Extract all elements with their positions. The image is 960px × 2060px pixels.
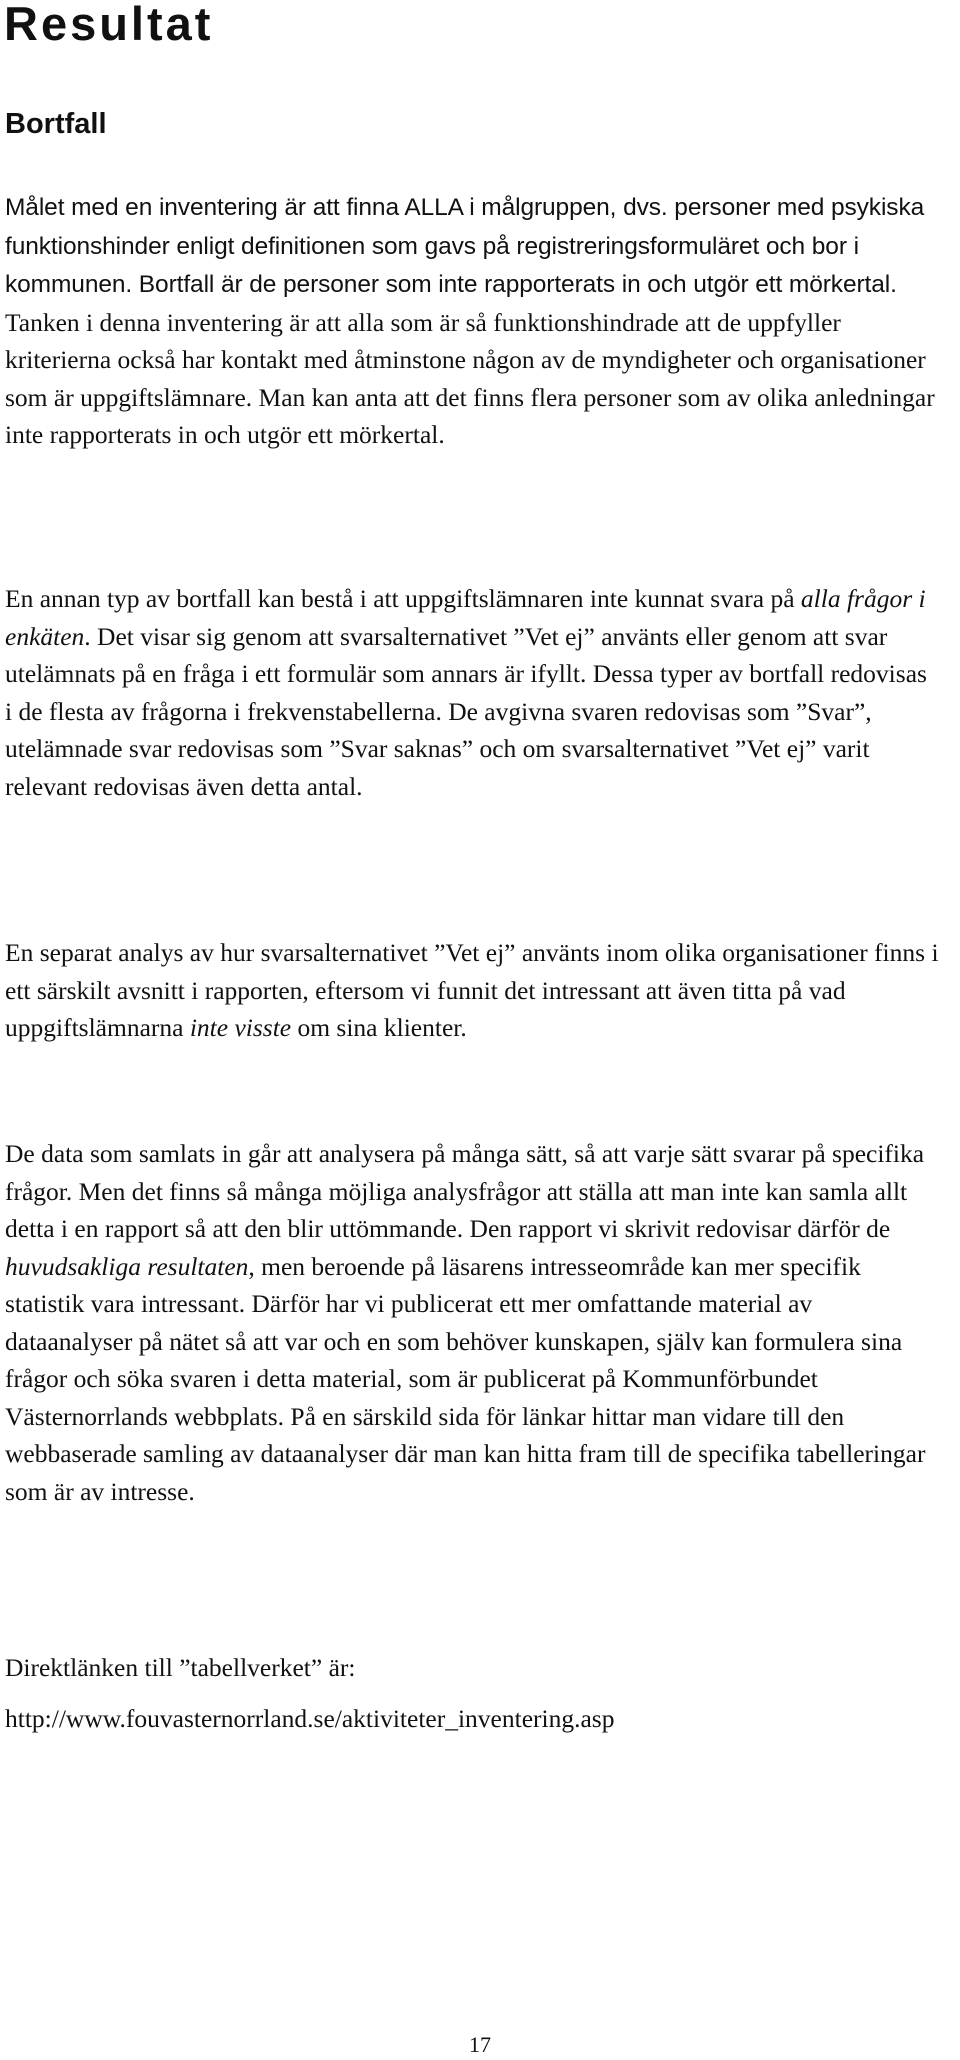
paragraph-4-part-b: , men beroende på läsarens intresseområde kan mer specifik statistik vara intressant. Därför har vi publicerat ett mer omfattande material av dataanalyser på nätet så att var och en som behöver kunskapen, själv kan formulera sina frågor och söka svaren i detta material, som är publicerat på Kommunförbundet Västernorrlands webbplats. På en särskild sida för länkar hittar man vidare till den webbaserade samling av dataanalyser där man kan hitta fram till de specifika tabelleringar som är av intresse. [5, 1251, 926, 1506]
paragraph-direct-link-intro: Direktlänken till ”tabellverket” är: [5, 1653, 356, 1682]
paragraph-4-italic: huvudsakliga resultaten [5, 1251, 249, 1281]
page-number: 17 [469, 2032, 491, 2057]
paragraph-1-serif-part: Tanken i denna inventering är att alla som är så funktionshindrade att de uppfyller kriterierna också har kontakt med åtminstone någon av de myndigheter och organisationer som är uppgiftslämnare. Man kan anta att det finns flera personer som av olika anledningar inte rapporterats in och utgör ett mörkertal. [5, 307, 935, 449]
section-heading: Bortfall [5, 108, 107, 140]
paragraph-1 [5, 188, 940, 454]
paragraph-2-italic: alla frågor i enkäten [5, 584, 926, 651]
direct-link-url: http://www.fouvasternorrland.se/aktiviteter_inventering.asp [5, 1704, 615, 1733]
paragraph-3-part-b: om sina klienter. [291, 1013, 467, 1042]
paragraph-2-part-a: En annan typ av bortfall kan bestå i att uppgiftslämnaren inte kunnat svara på [5, 584, 801, 613]
paragraph-3-italic: inte visste [189, 1013, 292, 1042]
paragraph-3-part-a: En separat analys av hur svarsalternativet ”Vet ej” använts inom olika organisationer finns i ett särskilt avsnitt i rapporten, eftersom vi funnit det intressant att även titta på vad uppgiftslämnarna [5, 938, 939, 1042]
paragraph-4 [5, 1135, 940, 1510]
paragraph-1-sans-part: Målet med en inventering är att finna ALLA i målgruppen, dvs. personer med psykiska funktionshinder enligt definitionen som gavs på registreringsformuläret och bor i kommunen. Bortfall är de personer som inte rapporterats in och utgör ett mörkertal. [5, 194, 925, 298]
paragraph-3 [5, 934, 940, 1047]
paragraph-4-part-a: De data som samlats in går att analysera på många sätt, så att varje sätt svarar på specifika frågor. Men det finns så många möjliga analysfrågor att ställa att man inte kan samla allt detta i en rapport så att den blir uttömmande. Den rapport vi skrivit redovisar därför de [5, 1139, 925, 1243]
paragraph-2 [5, 580, 940, 805]
paragraph-2-part-b: . Det visar sig genom att svarsalternativet ”Vet ej” använts eller genom att svar utelämnats på en fråga i ett formulär som annars är ifyllt. Dessa typer av bortfall redovisas i de flesta av frågorna i frekvenstabellerna. De avgivna svaren redovisas som ”Svar”, utelämnade svar redovisas som ”Svar saknas” och om svarsalternativet ”Vet ej” varit relevant redovisas även detta antal. [5, 621, 927, 801]
page-title: Resultat [4, 0, 214, 50]
